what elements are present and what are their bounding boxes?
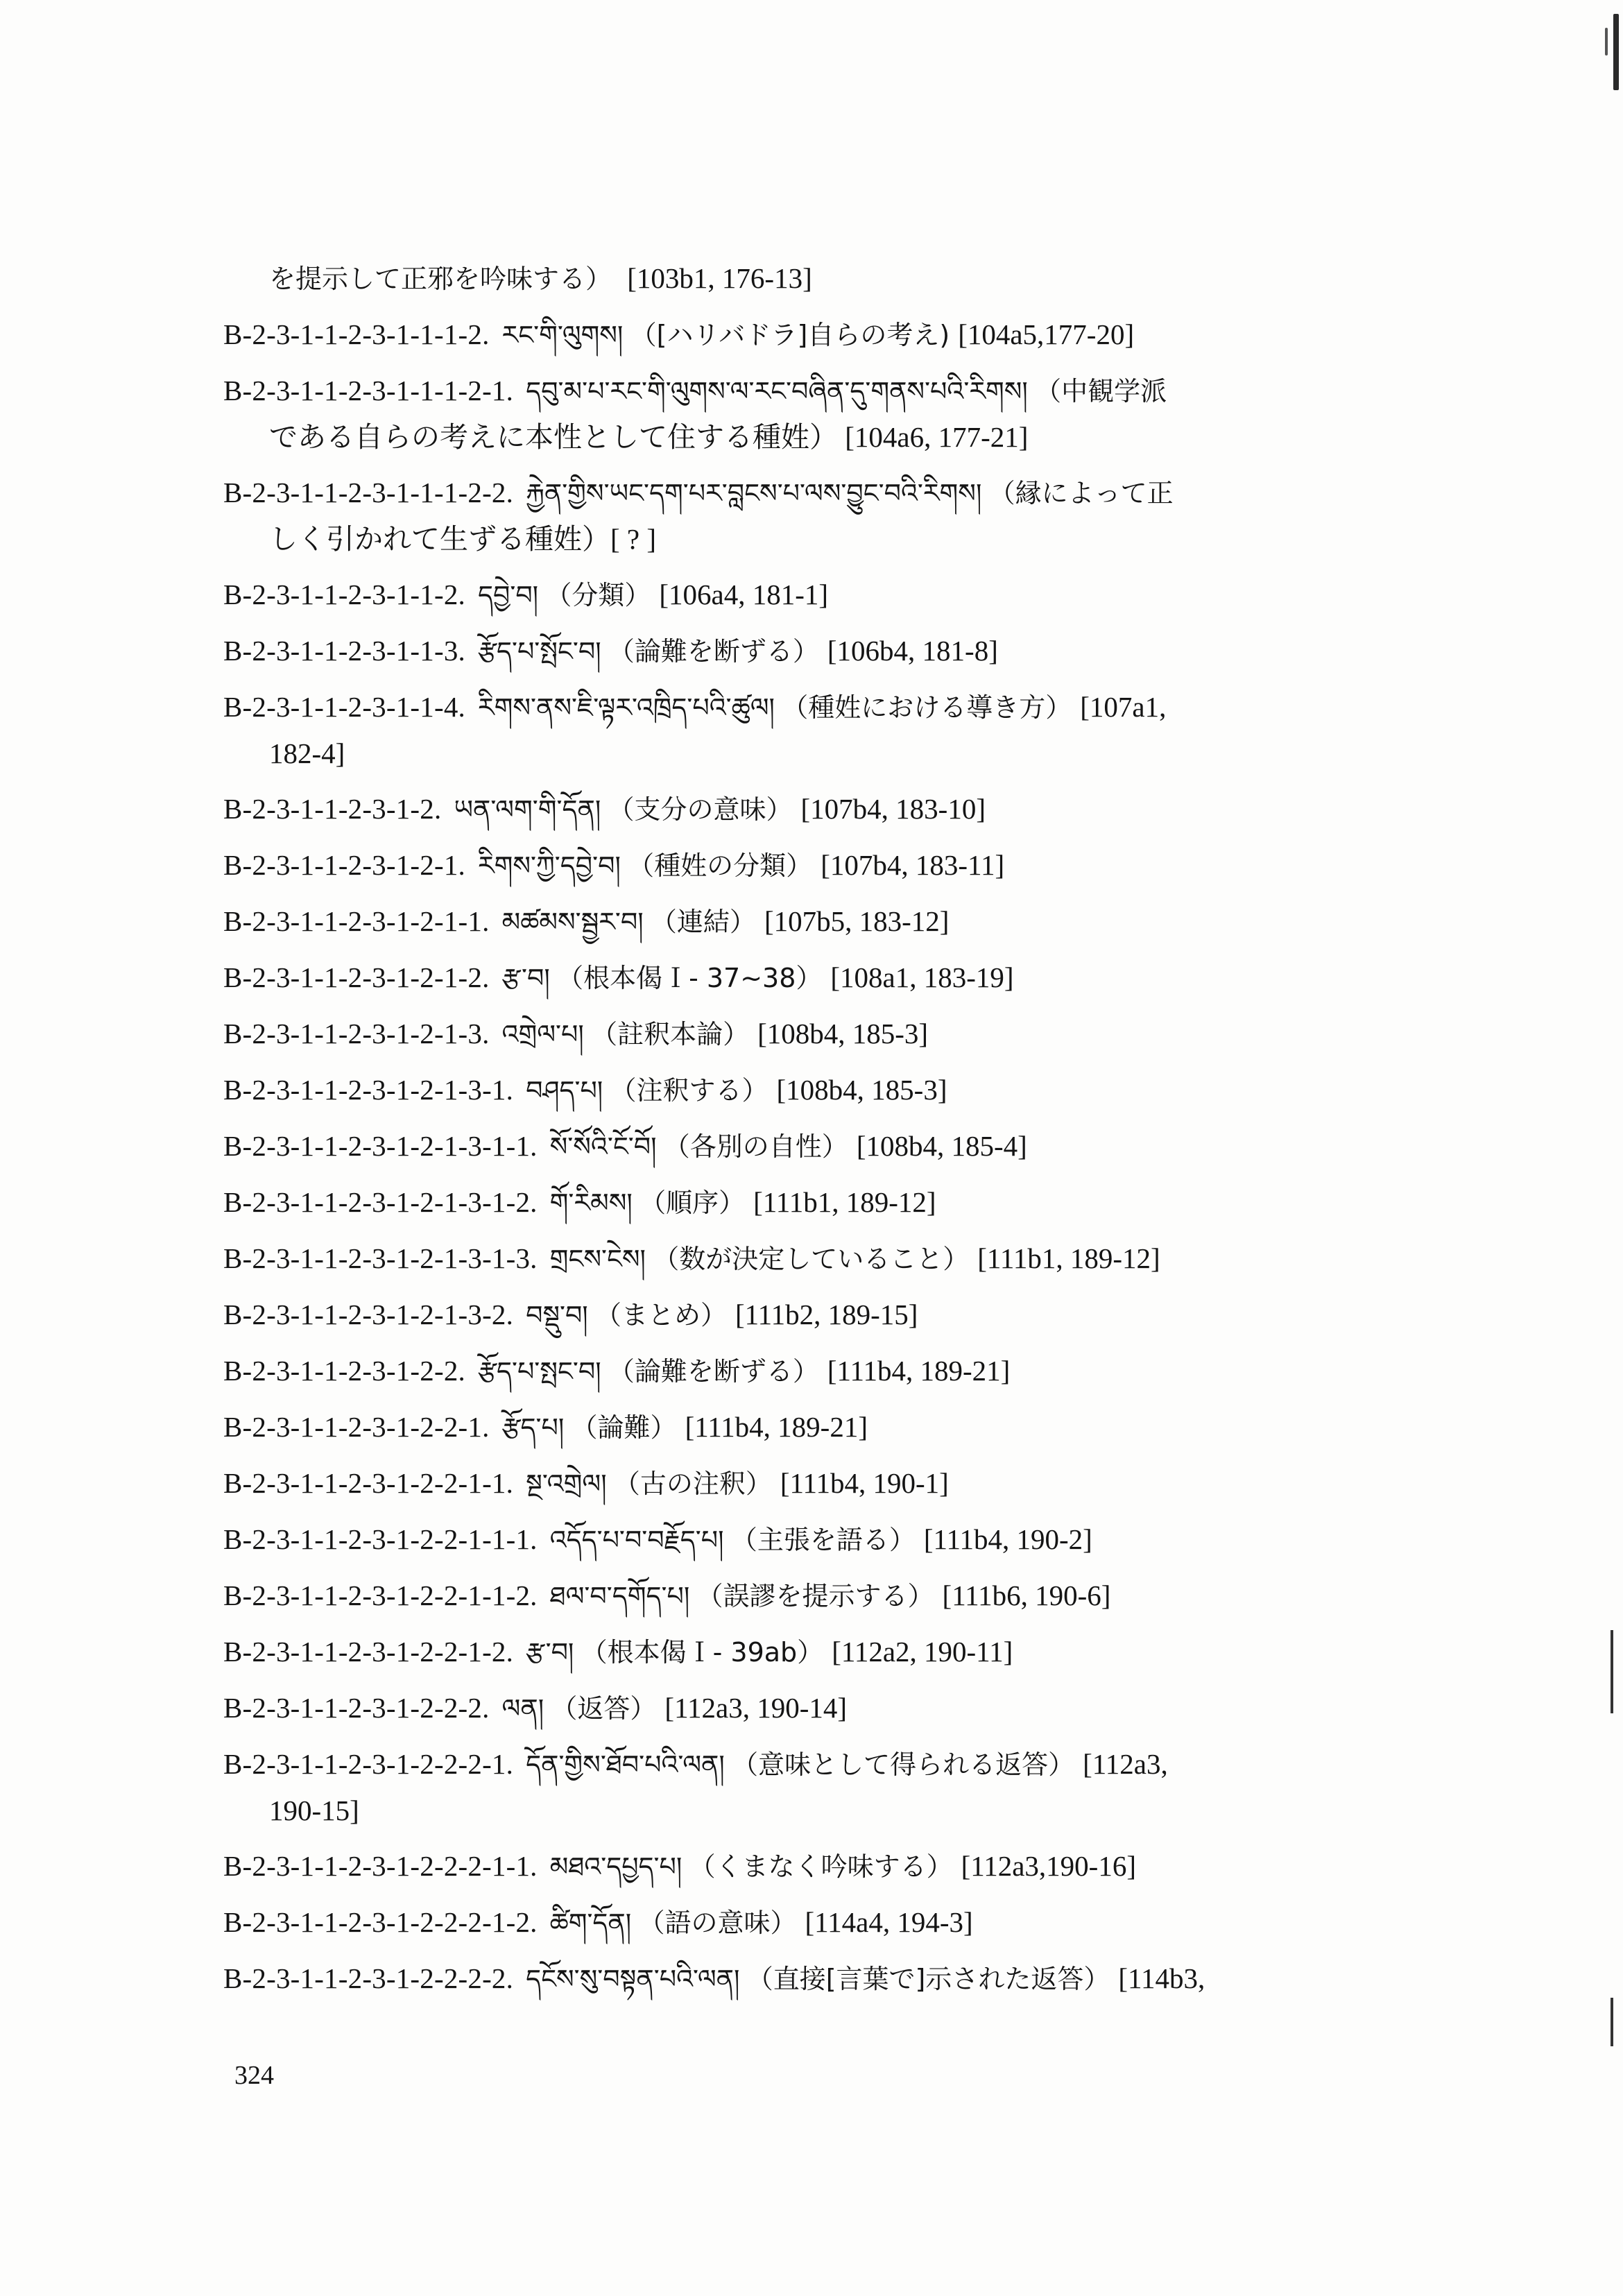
continuation-line: 190-15]: [269, 1794, 359, 1826]
page-reference: [114b3,: [1118, 1962, 1205, 1994]
section-number: B-2-3-1-1-2-3-1-2-2-1-1.: [223, 1467, 514, 1499]
tibetan-heading: མཐའ་དཔྱད་པ།: [549, 1851, 682, 1882]
section-number: B-2-3-1-1-2-3-1-2-2-1-2.: [223, 1636, 514, 1668]
japanese-gloss: （種姓における導き方）: [782, 692, 1072, 723]
japanese-gloss: （連結）: [650, 907, 756, 937]
outline-entry-list: [223, 255, 1437, 2012]
tibetan-heading: རྩ་བ།: [526, 1637, 574, 1668]
tibetan-heading: རིགས་ནས་ཇི་ལྟར་འཁྲིད་པའི་ཚུལ།: [477, 692, 775, 723]
japanese-gloss: （論難）: [571, 1412, 677, 1443]
section-number: B-2-3-1-1-2-3-1-2-2-2-1.: [223, 1748, 514, 1780]
outline-entry: [223, 1955, 1437, 2002]
japanese-gloss: （根本偈Ｉ- 37~38）: [557, 963, 823, 993]
outline-entry: [223, 1899, 1437, 1946]
page-reference: [111b1, 189-12]: [753, 1186, 936, 1218]
tibetan-heading: བསྡུ་བ།: [526, 1300, 588, 1330]
tibetan-heading: རྩ་བ།: [501, 963, 550, 993]
outline-entry: [223, 1516, 1437, 1563]
page-reference: [106b4, 181-8]: [827, 635, 998, 667]
continuation-line: しく引かれて生ずる種姓）[ ? ]: [269, 523, 657, 555]
tibetan-heading: ཚིག་དོན།: [549, 1908, 632, 1938]
section-number: B-2-3-1-1-2-3-1-2-2-1-1-2.: [223, 1579, 538, 1611]
outline-entry: [223, 1629, 1437, 1675]
japanese-gloss: （分類）: [545, 580, 651, 610]
tibetan-heading: ལན།: [501, 1693, 544, 1724]
page-reference: [112a3,: [1083, 1748, 1168, 1780]
page-reference: [106a4, 181-1]: [659, 579, 829, 610]
japanese-gloss: （縁によって正: [988, 478, 1174, 508]
japanese-gloss: （意味として得られる返答）: [732, 1749, 1075, 1780]
scan-margin-mark: [1611, 1998, 1613, 2046]
outline-entry: [223, 1011, 1437, 1057]
outline-entry: [223, 898, 1437, 945]
tibetan-heading: ཡན་ལག་གི་དོན།: [454, 794, 601, 825]
page-reference: [107b5, 183-12]: [764, 905, 950, 937]
page-reference: [112a2, 190-11]: [832, 1636, 1013, 1668]
tibetan-heading: གྲངས་ངེས།: [549, 1244, 646, 1274]
page-reference: [108b4, 185-3]: [776, 1074, 947, 1106]
page-reference: [111b4, 190-1]: [780, 1467, 949, 1499]
japanese-gloss: を提示して正邪を吟味する）: [269, 264, 612, 294]
outline-entry: [223, 1741, 1437, 1833]
page-reference: [108b4, 185-3]: [757, 1018, 929, 1050]
tibetan-heading: སྔ་འགྲེལ།: [526, 1468, 607, 1499]
page-reference: [111b1, 189-12]: [977, 1242, 1160, 1274]
continuation-line: である自らの考えに本性として住する種姓） [104a6, 177-21]: [269, 421, 1029, 453]
japanese-gloss: （根本偈Ｉ- 39ab）: [581, 1637, 824, 1668]
section-number: B-2-3-1-1-2-3-1-2-2-1.: [223, 1411, 490, 1443]
japanese-gloss: （まとめ）: [595, 1300, 728, 1330]
page-reference: [107b4, 183-11]: [821, 849, 1005, 881]
section-number: B-2-3-1-1-2-3-1-2-1-3.: [223, 1018, 490, 1050]
japanese-gloss: （数が決定していること）: [653, 1244, 970, 1274]
japanese-gloss: （古の注釈）: [613, 1468, 772, 1499]
tibetan-heading: རྩོད་པ་སྤོང་བ།: [477, 636, 601, 667]
outline-entry: [223, 1404, 1437, 1450]
japanese-gloss: （語の意味）: [638, 1908, 797, 1938]
scan-edge-tick: [1605, 28, 1608, 55]
page-reference: [111b4, 189-21]: [685, 1411, 868, 1443]
tibetan-heading: རང་གི་ལུགས།: [501, 320, 624, 350]
japanese-gloss: （直接[言葉で]示された返答）: [746, 1964, 1110, 1994]
japanese-gloss: （返答）: [551, 1693, 657, 1724]
continuation-line: [223, 255, 1437, 302]
japanese-gloss: （各別の自性）: [663, 1131, 848, 1162]
page-reference: [112a3, 190-14]: [664, 1692, 848, 1724]
continuation-line: 182-4]: [269, 737, 345, 769]
section-number: B-2-3-1-1-2-3-1-2-1-3-2.: [223, 1299, 514, 1330]
outline-entry: [223, 1292, 1437, 1338]
page-reference: [111b4, 190-2]: [923, 1523, 1092, 1555]
section-number: B-2-3-1-1-2-3-1-2-1-3-1-1.: [223, 1130, 538, 1162]
japanese-gloss: （くまなく吟味する）: [689, 1851, 953, 1882]
outline-entry: [223, 470, 1437, 562]
scan-margin-mark: [1611, 1630, 1613, 1713]
outline-entry: [223, 954, 1437, 1001]
section-number: B-2-3-1-1-2-3-1-2-2-2.: [223, 1692, 490, 1724]
tibetan-heading: འདོད་པ་བ་བརྗོད་པ།: [549, 1525, 724, 1555]
outline-entry: [223, 311, 1437, 358]
outline-entry: [223, 786, 1437, 832]
tibetan-heading: རིགས་ཀྱི་དབྱེ་བ།: [477, 850, 621, 881]
page-reference: [107a1,: [1080, 691, 1167, 723]
section-number: B-2-3-1-1-2-3-1-2-1-1.: [223, 905, 490, 937]
section-number: B-2-3-1-1-2-3-1-2-1.: [223, 849, 465, 881]
outline-entry: [223, 684, 1437, 776]
section-number: B-2-3-1-1-2-3-1-1-1-2.: [223, 318, 490, 350]
tibetan-heading: དབྱེ་བ།: [477, 580, 539, 610]
outline-entry: [223, 1843, 1437, 1890]
tibetan-heading: སོ་སོའི་ངོ་བོ།: [549, 1131, 657, 1162]
tibetan-heading: རྐྱེན་གྱིས་ཡང་དག་པར་བླངས་པ་ལས་བྱུང་བའི་རིགས།: [526, 478, 982, 508]
tibetan-heading: དབུ་མ་པ་རང་གི་ལུགས་ལ་རང་བཞིན་དུ་གནས་པའི་རིགས།: [526, 376, 1028, 406]
outline-entry: [223, 1348, 1437, 1394]
section-number: B-2-3-1-1-2-3-1-2-2.: [223, 1355, 465, 1387]
japanese-gloss: （註釈本論）: [591, 1019, 750, 1050]
tibetan-heading: རྩོད་པ།: [501, 1412, 565, 1443]
page-number: 324: [234, 2061, 274, 2090]
section-number: B-2-3-1-1-2-3-1-2-1-3-1-3.: [223, 1242, 538, 1274]
outline-entry: [223, 842, 1437, 889]
outline-entry: [223, 628, 1437, 674]
scan-edge-mark: [1613, 14, 1619, 90]
section-number: B-2-3-1-1-2-3-1-2-1-3-1-2.: [223, 1186, 538, 1218]
section-number: B-2-3-1-1-2-3-1-2-2-2-2.: [223, 1962, 514, 1994]
tibetan-heading: མཚམས་སྦྱར་བ།: [501, 907, 644, 937]
japanese-gloss: （論難を断ずる）: [608, 636, 819, 667]
japanese-gloss: （種姓の分類）: [628, 850, 813, 881]
japanese-gloss: （主張を語る）: [730, 1525, 916, 1555]
section-number: B-2-3-1-1-2-3-1-2-1-3-1.: [223, 1074, 514, 1106]
tibetan-heading: བཤད་པ།: [526, 1075, 603, 1106]
japanese-gloss: （支分の意味）: [608, 794, 793, 825]
tibetan-heading: དོན་གྱིས་ཐོབ་པའི་ལན།: [526, 1749, 725, 1780]
outline-entry: [223, 572, 1437, 618]
tibetan-heading: དངོས་སུ་བསྟན་པའི་ལན།: [526, 1964, 740, 1994]
page-reference: [108b4, 185-4]: [856, 1130, 1027, 1162]
section-number: B-2-3-1-1-2-3-1-2-2-1-1-1.: [223, 1523, 538, 1555]
outline-entry: [223, 1067, 1437, 1113]
section-number: B-2-3-1-1-2-3-1-1-1-2-2.: [223, 477, 514, 508]
outline-entry: [223, 1179, 1437, 1226]
page-reference: [111b2, 189-15]: [735, 1299, 918, 1330]
page-reference: [104a5,177-20]: [958, 318, 1135, 350]
page-reference: [103b1, 176-13]: [627, 262, 812, 294]
japanese-gloss: （中観学派: [1035, 376, 1167, 406]
section-number: B-2-3-1-1-2-3-1-2.: [223, 793, 442, 825]
section-number: B-2-3-1-1-2-3-1-1-3.: [223, 635, 465, 667]
page-reference: [111b4, 189-21]: [827, 1355, 1011, 1387]
outline-entry: [223, 1685, 1437, 1731]
tibetan-heading: ཐལ་བ་དགོད་པ།: [549, 1581, 690, 1611]
page-reference: [111b6, 190-6]: [942, 1579, 1111, 1611]
tibetan-heading: གོ་རིམས།: [549, 1188, 633, 1218]
japanese-gloss: （注釈する）: [610, 1075, 768, 1106]
section-number: B-2-3-1-1-2-3-1-2-1-2.: [223, 961, 490, 993]
section-number: B-2-3-1-1-2-3-1-1-4.: [223, 691, 465, 723]
section-number: B-2-3-1-1-2-3-1-1-2.: [223, 579, 465, 610]
section-number: B-2-3-1-1-2-3-1-2-2-2-1-1.: [223, 1850, 538, 1882]
outline-entry: [223, 1123, 1437, 1170]
tibetan-heading: འགྲེལ་པ།: [501, 1019, 584, 1050]
outline-entry: [223, 1235, 1437, 1282]
tibetan-heading: རྩོད་པ་སྤང་བ།: [477, 1356, 601, 1387]
outline-entry: [223, 1573, 1437, 1619]
japanese-gloss: （[ハリバドラ]自らの考え): [630, 320, 950, 350]
page-reference: [107b4, 183-10]: [800, 793, 986, 825]
japanese-gloss: （誤謬を提示する）: [696, 1581, 934, 1611]
page-reference: [108a1, 183-19]: [830, 961, 1014, 993]
page-reference: [112a3,190-16]: [961, 1850, 1136, 1882]
section-number: B-2-3-1-1-2-3-1-2-2-2-1-2.: [223, 1906, 538, 1938]
outline-entry: [223, 1460, 1437, 1507]
page-reference: [114a4, 194-3]: [805, 1906, 973, 1938]
outline-entry: [223, 368, 1437, 460]
japanese-gloss: （順序）: [639, 1188, 746, 1218]
japanese-gloss: （論難を断ずる）: [608, 1356, 819, 1387]
section-number: B-2-3-1-1-2-3-1-1-1-2-1.: [223, 375, 514, 406]
